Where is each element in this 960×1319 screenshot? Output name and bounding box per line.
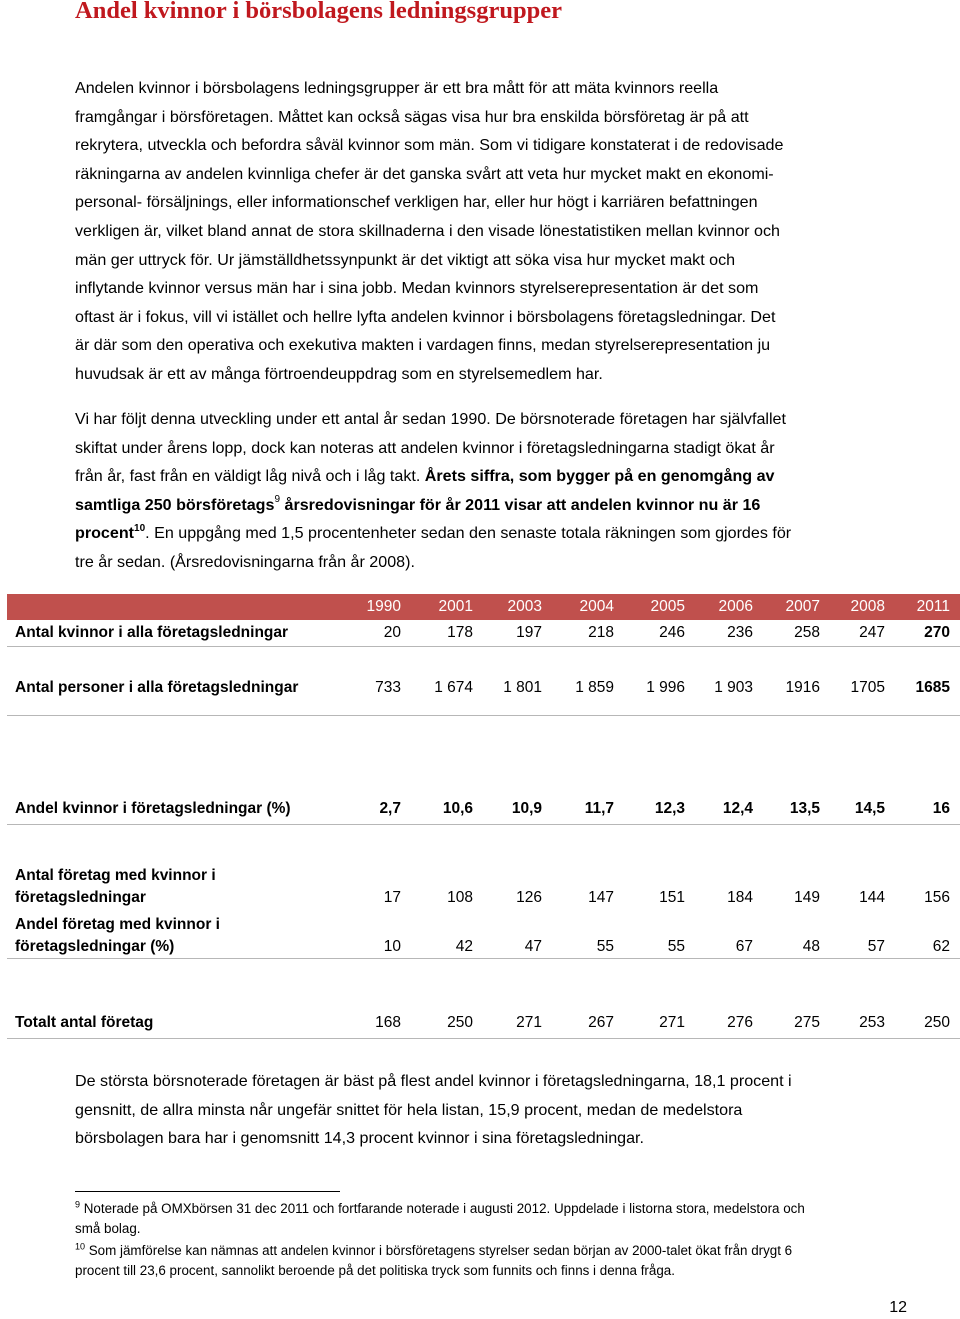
table-cell: 276 [695, 959, 763, 1039]
table-cell: 1 674 [411, 647, 483, 716]
table-cell: 14,5 [830, 716, 895, 825]
table-cell: 55 [624, 912, 695, 959]
footnote-ref-9[interactable]: 9 [274, 494, 281, 506]
row-label: Antal personer i alla företagsledningar [7, 647, 343, 716]
statistics-table [7, 594, 960, 1039]
page-heading: Andel kvinnor i börsbolagens ledningsgrupper [75, 0, 562, 24]
table-cell: 236 [695, 620, 763, 647]
table-cell: 62 [895, 912, 960, 959]
header-year: 2003 [483, 594, 552, 620]
table-cell: 1 801 [483, 647, 552, 716]
row-label: Antal kvinnor i alla företagsledningar [7, 620, 343, 647]
summary-paragraph [75, 1067, 792, 1153]
page-number: 12 [889, 1299, 907, 1316]
table-cell: 108 [447, 889, 473, 906]
table-cell: 168 [343, 959, 411, 1039]
text-run: . En uppgång med 1,5 procentenheter sedan den senaste totala räkningen som gjordes för [145, 524, 792, 543]
table-cell: 67 [695, 912, 763, 959]
footnote-ref-10[interactable] [134, 523, 145, 534]
table-cell: 147 [588, 889, 614, 906]
text-line: oftast är i fokus, vill vi istället och hellre lyfta andelen kvinnor i börsbolagens företagsledningar. Det [75, 307, 776, 326]
text-run: Noterade på OMXbörsen 31 dec 2011 och fortfarande noterade i augusti 2012. Uppdelade i listorna stora, medelstora och [80, 1201, 805, 1216]
table-cell: 258 [763, 620, 830, 647]
text-line [75, 519, 791, 548]
text-line: verkligen är, vilket bland annat de stora skillnaderna i den visade lönestatistiken mellan kvinnor och [75, 221, 780, 240]
text-line: personal- försäljnings, eller informationschef verkligen har, eller hur högt i karriären befattningen [75, 193, 758, 212]
label-line: Andel företag med kvinnor i [15, 916, 220, 933]
table-row [7, 647, 960, 716]
text-line: inflytande kvinnor versus män har i sina jobb. Medan kvinnors styrelserepresentation är det som [75, 279, 759, 298]
table-cell: 250 [411, 959, 483, 1039]
table-cell: 42 [411, 912, 483, 959]
table-cell: 1685 [895, 647, 960, 716]
table-cell: 149 [794, 889, 820, 906]
table-cell: 126 [516, 889, 542, 906]
text-line: procent till 23,6 procent, sannolikt beroende på det politiska tryck som funnits och finns i denna fråga. [75, 1263, 675, 1278]
table-row [7, 620, 960, 647]
text-line: rekrytera, utveckla och befordra såväl kvinnor som män. Som vi tidigare konstaterat i de redovisade [75, 136, 784, 155]
table-row [7, 912, 960, 959]
table-cell: 17 [383, 889, 401, 906]
header-year: 2006 [695, 594, 763, 620]
table-cell: 55 [552, 912, 624, 959]
text-line [75, 491, 791, 520]
table-cell: 1916 [763, 647, 830, 716]
text-line: huvudsak är ett av många förtroendeuppdrag som en styrelsemedlem har. [75, 364, 603, 383]
row-label [7, 825, 343, 913]
table-cell: 271 [483, 959, 552, 1039]
table-cell: 178 [411, 620, 483, 647]
header-year: 2004 [552, 594, 624, 620]
table-cell: 151 [659, 889, 685, 906]
table-cell: 271 [624, 959, 695, 1039]
table-cell: 48 [763, 912, 830, 959]
label-line: företagsledningar (%) [15, 938, 175, 955]
footnote-divider [75, 1191, 340, 1192]
bold-run: årsredovisningar för år 2011 visar att andelen kvinnor nu är 16 [280, 495, 761, 514]
bold-run: samtliga 250 börsföretags [75, 495, 275, 514]
header-year: 2008 [830, 594, 895, 620]
table-row [7, 825, 960, 913]
table-cell: 184 [727, 889, 753, 906]
text-line [75, 1199, 805, 1219]
table-cell: 197 [483, 620, 552, 647]
table-row [7, 959, 960, 1039]
table-cell: 156 [924, 889, 950, 906]
text-line: tre år sedan. (Årsredovisningarna från år 2008). [75, 552, 415, 571]
label-line: företagsledningar [15, 889, 146, 906]
table-cell: 1 996 [624, 647, 695, 716]
table-cell: 11,7 [552, 716, 624, 825]
text-line: börsbolagen bara har i genomsnitt 14,3 procent kvinnor i sina företagsledningar. [75, 1129, 645, 1148]
table-header-row [7, 594, 960, 620]
text-line: De största börsnoterade företagen är bäst på flest andel kvinnor i företagsledningarna, 18,1 procent i [75, 1072, 792, 1090]
table-cell: 16 [895, 716, 960, 825]
text-line: Andelen kvinnor i börsbolagens ledningsgrupper är ett bra mått för att mäta kvinnors reella [75, 79, 719, 97]
text-line: små bolag. [75, 1221, 141, 1236]
table-cell: 247 [830, 620, 895, 647]
header-year: 2005 [624, 594, 695, 620]
intro-paragraph [75, 74, 783, 389]
text-line [75, 462, 791, 491]
table-cell: 275 [763, 959, 830, 1039]
table-cell: 267 [552, 959, 624, 1039]
header-year: 2011 [895, 594, 960, 620]
table-cell: 2,7 [343, 716, 411, 825]
text-line: framgångar i börsföretagen. Måttet kan också sägas visa hur bra enskilda börsföretag är på att [75, 107, 749, 126]
table-cell: 1 903 [695, 647, 763, 716]
table-cell: 10,6 [411, 716, 483, 825]
table-cell: 733 [343, 647, 411, 716]
table-cell: 246 [624, 620, 695, 647]
text-line: räkningarna av andelen kvinnliga chefer är det ganska svårt att veta hur mycket makt en ekonomi- [75, 164, 774, 183]
table-cell: 12,3 [624, 716, 695, 825]
footnote-number: 10 [75, 1241, 86, 1252]
text-line: Vi har följt denna utveckling under ett antal år sedan 1990. De börsnoterade företagen har självfallet [75, 410, 786, 428]
header-year: 2001 [411, 594, 483, 620]
text-run: Som jämförelse kan nämnas att andelen kvinnor i börsföretagens styrelser sedan början av 2000-talet ökat från drygt 6 [85, 1243, 793, 1258]
row-label: Andel kvinnor i företagsledningar (%) [7, 716, 343, 825]
bold-run: procent [75, 524, 135, 543]
footnote-10 [75, 1241, 792, 1281]
table-cell: 1705 [830, 647, 895, 716]
header-year: 1990 [343, 594, 411, 620]
table-cell: 47 [483, 912, 552, 959]
row-label [7, 912, 343, 959]
row-label: Totalt antal företag [7, 959, 343, 1039]
table-row [7, 716, 960, 825]
table-cell: 57 [830, 912, 895, 959]
table-cell: 270 [895, 620, 960, 647]
text-line: skiftat under årens lopp, dock kan noteras att andelen kvinnor i företagsledningarna stadigt ökat år [75, 438, 775, 457]
header-cell-empty [7, 594, 343, 620]
bold-run: Årets siffra, som bygger på en genomgång av [424, 467, 775, 486]
table-cell: 250 [895, 959, 960, 1039]
text-run: från år, fast från en väldigt låg nivå och i låg takt. [75, 467, 425, 486]
table-cell: 13,5 [763, 716, 830, 825]
text-line: är där som den operativa och exekutiva makten i vardagen finns, medan styrelserepresentation ju [75, 336, 771, 355]
table-cell: 12,4 [695, 716, 763, 825]
table-cell: 218 [552, 620, 624, 647]
text-line: män ger uttryck för. Ur jämställdhetssynpunkt är det viktigt att söka visa hur mycket makt och [75, 250, 736, 269]
table-cell: 20 [343, 620, 411, 647]
table-cell: 253 [830, 959, 895, 1039]
table-cell: 1 859 [552, 647, 624, 716]
header-year: 2007 [763, 594, 830, 620]
table-cell: 10,9 [483, 716, 552, 825]
footnote-9 [75, 1199, 805, 1239]
label-line: Antal företag med kvinnor i [15, 867, 216, 884]
text-line [75, 1241, 792, 1261]
bold-run: 10 [134, 523, 146, 535]
footnote-number: 9 [75, 1199, 81, 1210]
text-line: gensnitt, de allra minsta når ungefär snittet för hela listan, 15,9 procent, medan de medelstora [75, 1100, 743, 1119]
table-cell: 10 [343, 912, 411, 959]
table-cell: 144 [859, 889, 885, 906]
development-paragraph [75, 405, 791, 577]
